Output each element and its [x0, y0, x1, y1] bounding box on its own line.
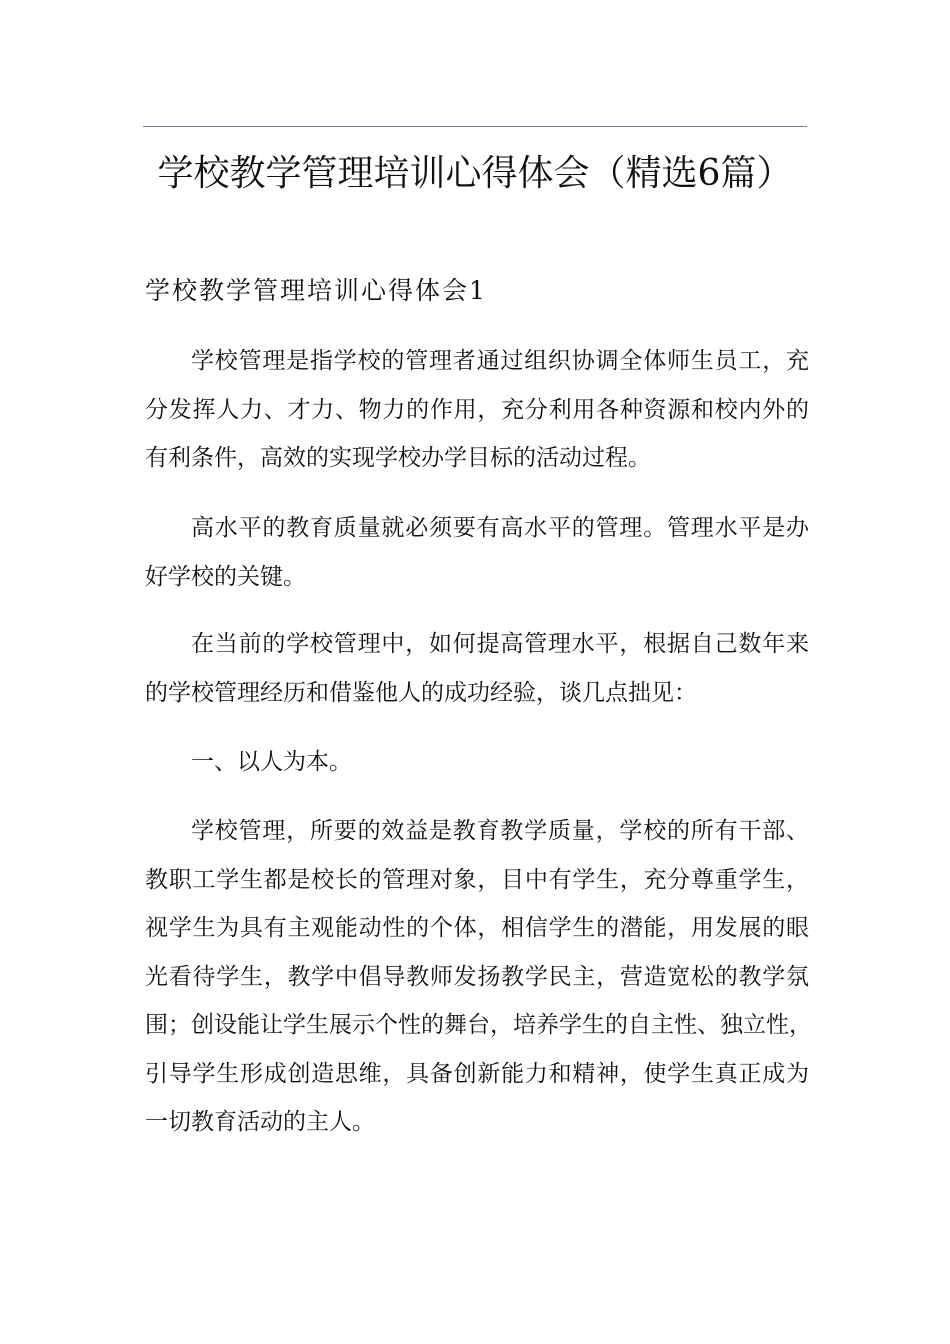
- paragraph-line: 学校管理，所要的效益是教育教学质量，学校的所有干部、: [191, 818, 809, 844]
- paragraph-line: 好学校的关键。: [145, 563, 306, 590]
- paragraph-line: 视学生为具有主观能动性的个体，相信学生的潜能，用发展的眼: [145, 915, 809, 941]
- document-title: 学校教学管理培训心得体会（精选6篇）: [157, 153, 793, 194]
- paragraph-2: [145, 504, 809, 601]
- paragraph-5: [145, 807, 812, 1147]
- paragraph-1: [145, 337, 809, 483]
- paragraph-line: 光看待学生，教学中倡导教师发扬教学民主，营造宽松的教学氛: [145, 963, 809, 990]
- paragraph-line: 一切教育活动的主人。: [145, 1109, 375, 1135]
- paragraph-4: [145, 738, 809, 787]
- paragraph-line: 引导学生形成创造思维，具备创新能力和精神，使学生真正成为: [145, 1060, 809, 1087]
- paragraph-line: 分发挥人力、才力、物力的作用，充分利用各种资源和校内外的: [145, 396, 809, 423]
- paragraph-line: 教职工学生都是校长的管理对象，目中有学生，充分尊重学生，: [145, 866, 809, 893]
- paragraph-line: 学校管理是指学校的管理者通过组织协调全体师生员工，充: [191, 348, 809, 374]
- paragraph-line: 在当前的学校管理中，如何提高管理水平，根据自己数年来: [191, 631, 809, 657]
- paragraph-line: 的学校管理经历和借鉴他人的成功经验，谈几点拙见：: [145, 679, 697, 706]
- paragraph-line: 高水平的教育质量就必须要有高水平的管理。管理水平是办: [191, 515, 809, 541]
- paragraph-line: 有利条件，高效的实现学校办学目标的活动过程。: [145, 445, 651, 471]
- section-heading: 学校教学管理培训心得体会1: [145, 276, 487, 305]
- paragraph-line: 一、以人为本。: [191, 749, 352, 775]
- header-rule: [143, 126, 807, 127]
- paragraph-3: [145, 620, 809, 717]
- paragraph-line: 围；创设能让学生展示个性的舞台，培养学生的自主性、独立性，: [145, 1012, 812, 1038]
